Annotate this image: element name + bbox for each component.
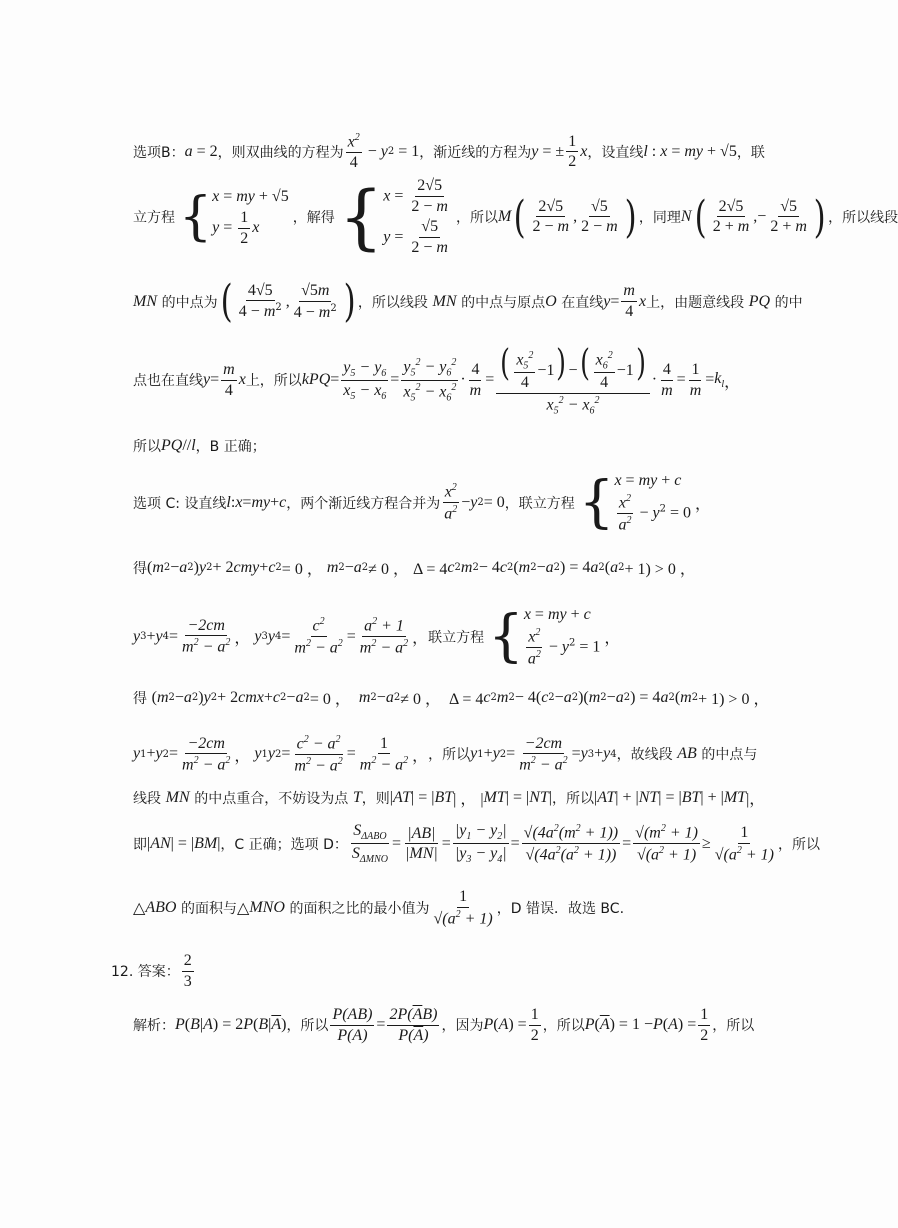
text: 即: [133, 836, 147, 853]
line-6: 选项 C: 设直线 l : x = my + c ，两个渐近线方程合并为 $\frac{x^2}{a^2}$ − y 2 = 0 ，联立方程 { x = my + c $\frac{x^2}{a^2}$ − $y^2 = 0$ ，: [133, 470, 711, 535]
text: ，因为: [441, 1018, 484, 1035]
text: 解析：: [133, 1018, 175, 1035]
text: ，联: [736, 144, 765, 161]
math: a: [184, 142, 193, 160]
text: ，两个渐近线方程合并为: [286, 495, 441, 512]
line-4: 点也在直线 y = $\frac{m}{4}$ x 上，所以 k PQ = $\frac{y_5 - y_6}{x_5 - x_6}$ = $\frac{y_5^2 - y_6^2}{x_5^2 - x_6^2}$ · $\frac{4}{m}$ = ( $\frac{x_5^2}{4}$ −1) −( $\frac{x_6^2}{4}$ −1) $x_5^2 - x_6^2$ · $\frac{4}{m}$ = $\frac{1}{m}$ = $k_l$ ，: [133, 343, 741, 417]
text: ，解得: [292, 210, 335, 226]
text: 的中点与: [701, 747, 758, 764]
line-1: 选项B： a = 2 ，则双曲线的方程为 $\frac{x^2}{4}$ − y 2 = 1 ，渐近线的方程为 y = ± $\frac{1}{2}$ x ，设直线 l : x = my + √5 ，联: [133, 132, 765, 171]
text: 的中点重合，不妨设为点: [194, 790, 349, 807]
text: 得: [133, 690, 147, 707]
line-13: △ ABO 的面积与 △ MNO 的面积之比的最小值为 $\frac{1}{√(a^2 + 1)}$ ，D 错误．故选 BC.: [133, 888, 625, 927]
text: 的面积之比的最小值为: [289, 900, 430, 917]
text: ，D 错误．故选 BC.: [496, 900, 625, 917]
text: 线段: [133, 790, 161, 807]
text: ，设直线: [587, 144, 644, 161]
text: 上，所以: [245, 373, 302, 390]
text: ，所以线段: [828, 210, 898, 226]
equation-system: { x = my + c $\frac{x^2}{a^2}$ − $y^2 = 0$: [578, 470, 691, 535]
question-12-answer: 12. 答案： $\frac{2}{3}$: [111, 952, 192, 990]
text: 的中: [774, 294, 803, 311]
line-2: 立方程 { x = my + √5 y = $\frac{1}{2}$ x ，解得 { x = $\frac{2√5}{2 - m}$ y = $\frac{√5}{2 - m}$ ，所以 M ( $\frac{2√5}{2 - m}$ , $\frac{√5}{2 - m}$ ) ，同理 N ( $\frac{2√5}{2 + m}$ ,− $\frac{√5}{2 + m}$ ) ，所以线段: [133, 176, 898, 258]
fraction: $\frac{1}{2}$: [568, 132, 577, 171]
line-11: 线段 MN 的中点重合，不妨设为点 T ，则 | AT | = | BT | ， | MT | = | NT | ，所以 | AT | + | NT | = | BT | + | MT |，: [133, 788, 766, 808]
text: 在直线: [561, 294, 604, 311]
text: 所以: [133, 439, 161, 455]
line-10: y 1 + y 2 = $\frac{-2cm}{m^2 - a^2}$ ， y 1 y 2 = $\frac{c^2 - a^2}{m^2 - a^2}$ = $\frac{1}{m^2 - a^2}$ ， ，所以 y 1 + y 2 = $\frac{-2cm}{m^2 - a^2}$ = y 3 + y 4 ，故线段 AB 的中点与: [133, 734, 758, 775]
equation-system: { x = my + √5 y = $\frac{1}{2}$ x: [179, 187, 289, 247]
equation-system: { x = my + c $\frac{x^2}{a^2}$ − $y^2 = 1$: [488, 604, 601, 669]
text: 得: [133, 560, 147, 577]
text: 点也在直线: [133, 373, 203, 390]
text: ，所以: [542, 1018, 585, 1035]
text: ，所以: [712, 1018, 755, 1035]
text: ，所以: [777, 836, 820, 853]
line-3: MN 的中点为 ( $\frac{4√5}{4 - m^2}$ , $\frac{√5m}{4 - m^2}$ ) ，所以线段 MN 的中点与原点 O 在直线 y = $\frac{m}{4}$ x 上，由题意线段 PQ 的中: [133, 276, 803, 327]
text: ，C 正确；选项 D：: [220, 836, 348, 853]
line-8: y 3 + y 4 = $\frac{-2cm}{m^2 - a^2}$ ， y 3 y 4 = $\frac{c^2}{m^2 - a^2}$ = $\frac{a^2 + 1}{m^2 - a^2}$ ， 联立方程 { x = my + c $\frac{x^2}{a^2}$ − $y^2 = 1$ ，: [133, 604, 621, 669]
text: 12. 答案：: [111, 964, 180, 981]
fraction-large: ( $\frac{x_5^2}{4}$ −1) −( $\frac{x_6^2}{4}$ −1) $x_5^2 - x_6^2$: [496, 344, 650, 417]
text: ，同理: [638, 210, 681, 226]
text: ，所以: [286, 1018, 329, 1035]
text: ，则: [361, 790, 390, 807]
fraction: $\frac{x^2}{4}$: [347, 132, 360, 171]
text: 选项 C: 设直线: [133, 495, 227, 512]
text: ，所以: [428, 747, 471, 764]
text: ，联立方程: [504, 495, 575, 512]
text: 的中点为: [161, 294, 218, 311]
text: 选项B：: [133, 144, 185, 161]
text: 上，由题意线段: [646, 294, 745, 311]
text: 联立方程: [428, 629, 485, 646]
text: ，故线段: [616, 747, 673, 764]
line-9: 得 ( m 2 − a 2 ) y 2 + 2 cmx + c 2 − a 2 = 0 ， m 2 − a 2 ≠ 0 ， Δ = 4 c 2 m 2 − 4( c 2 − a 2 )( m 2 − a 2 ) = 4 a 2 ( m 2 + 1) > 0 ，: [133, 688, 770, 708]
line-12: 即 | AN | = | BM | ，C 正确；选项 D： $\frac{S_{\Delta ABO}}{S_{\Delta MNO}}$ = $\frac{|AB|}{|MN|}$ = $\frac{|y_1 - y_2|}{|y_3 - y_4|}$ = $\frac{√(4a^2(m^2 + 1))}{√(4a^2(a^2 + 1))}$ = $\frac{√(m^2 + 1)}{√(a^2 + 1)}$ ≥ $\frac{1}{√(a^2 + 1)}$ ，所以: [133, 822, 820, 866]
text: ，B 正确；: [195, 439, 266, 455]
text: ，所以: [552, 790, 594, 807]
text: ，渐近线的方程为: [419, 144, 532, 161]
line-15: 解析： P ( B | A ) = 2 P ( B | $\overline{A}$ ) ，所以 $\frac{P(AB)}{P(A)}$ = $\frac{2P(\overline{A}B)}{P(\overline{A})}$ ，因为 P ( A ) = $\frac{1}{2}$ ，所以 P ( $\overline{A}$ ) = 1 − P ( A ) = $\frac{1}{2}$ ，所以: [133, 1006, 755, 1044]
text: ，所以线段: [357, 294, 428, 311]
text: ，所以: [455, 210, 498, 226]
equation-system: { x = $\frac{2√5}{2 - m}$ y = $\frac{√5}{2 - m}$: [338, 176, 448, 258]
line-5: 所以 PQ // l ，B 正确；: [133, 437, 266, 455]
text: 的中点与原点: [461, 294, 546, 311]
text: 立方程: [133, 210, 175, 226]
text: 的面积与: [181, 900, 238, 917]
text: ，则双曲线的方程为: [217, 144, 344, 161]
line-7: 得 ( m 2 − a 2 ) y 2 + 2 cmy + c 2 = 0 ， m 2 − a 2 ≠ 0 ， Δ = 4 c 2 m 2 − 4 c 2 ( m 2 − a 2 ) = 4 a 2 ( a 2 + 1) > 0 ，: [133, 558, 696, 578]
